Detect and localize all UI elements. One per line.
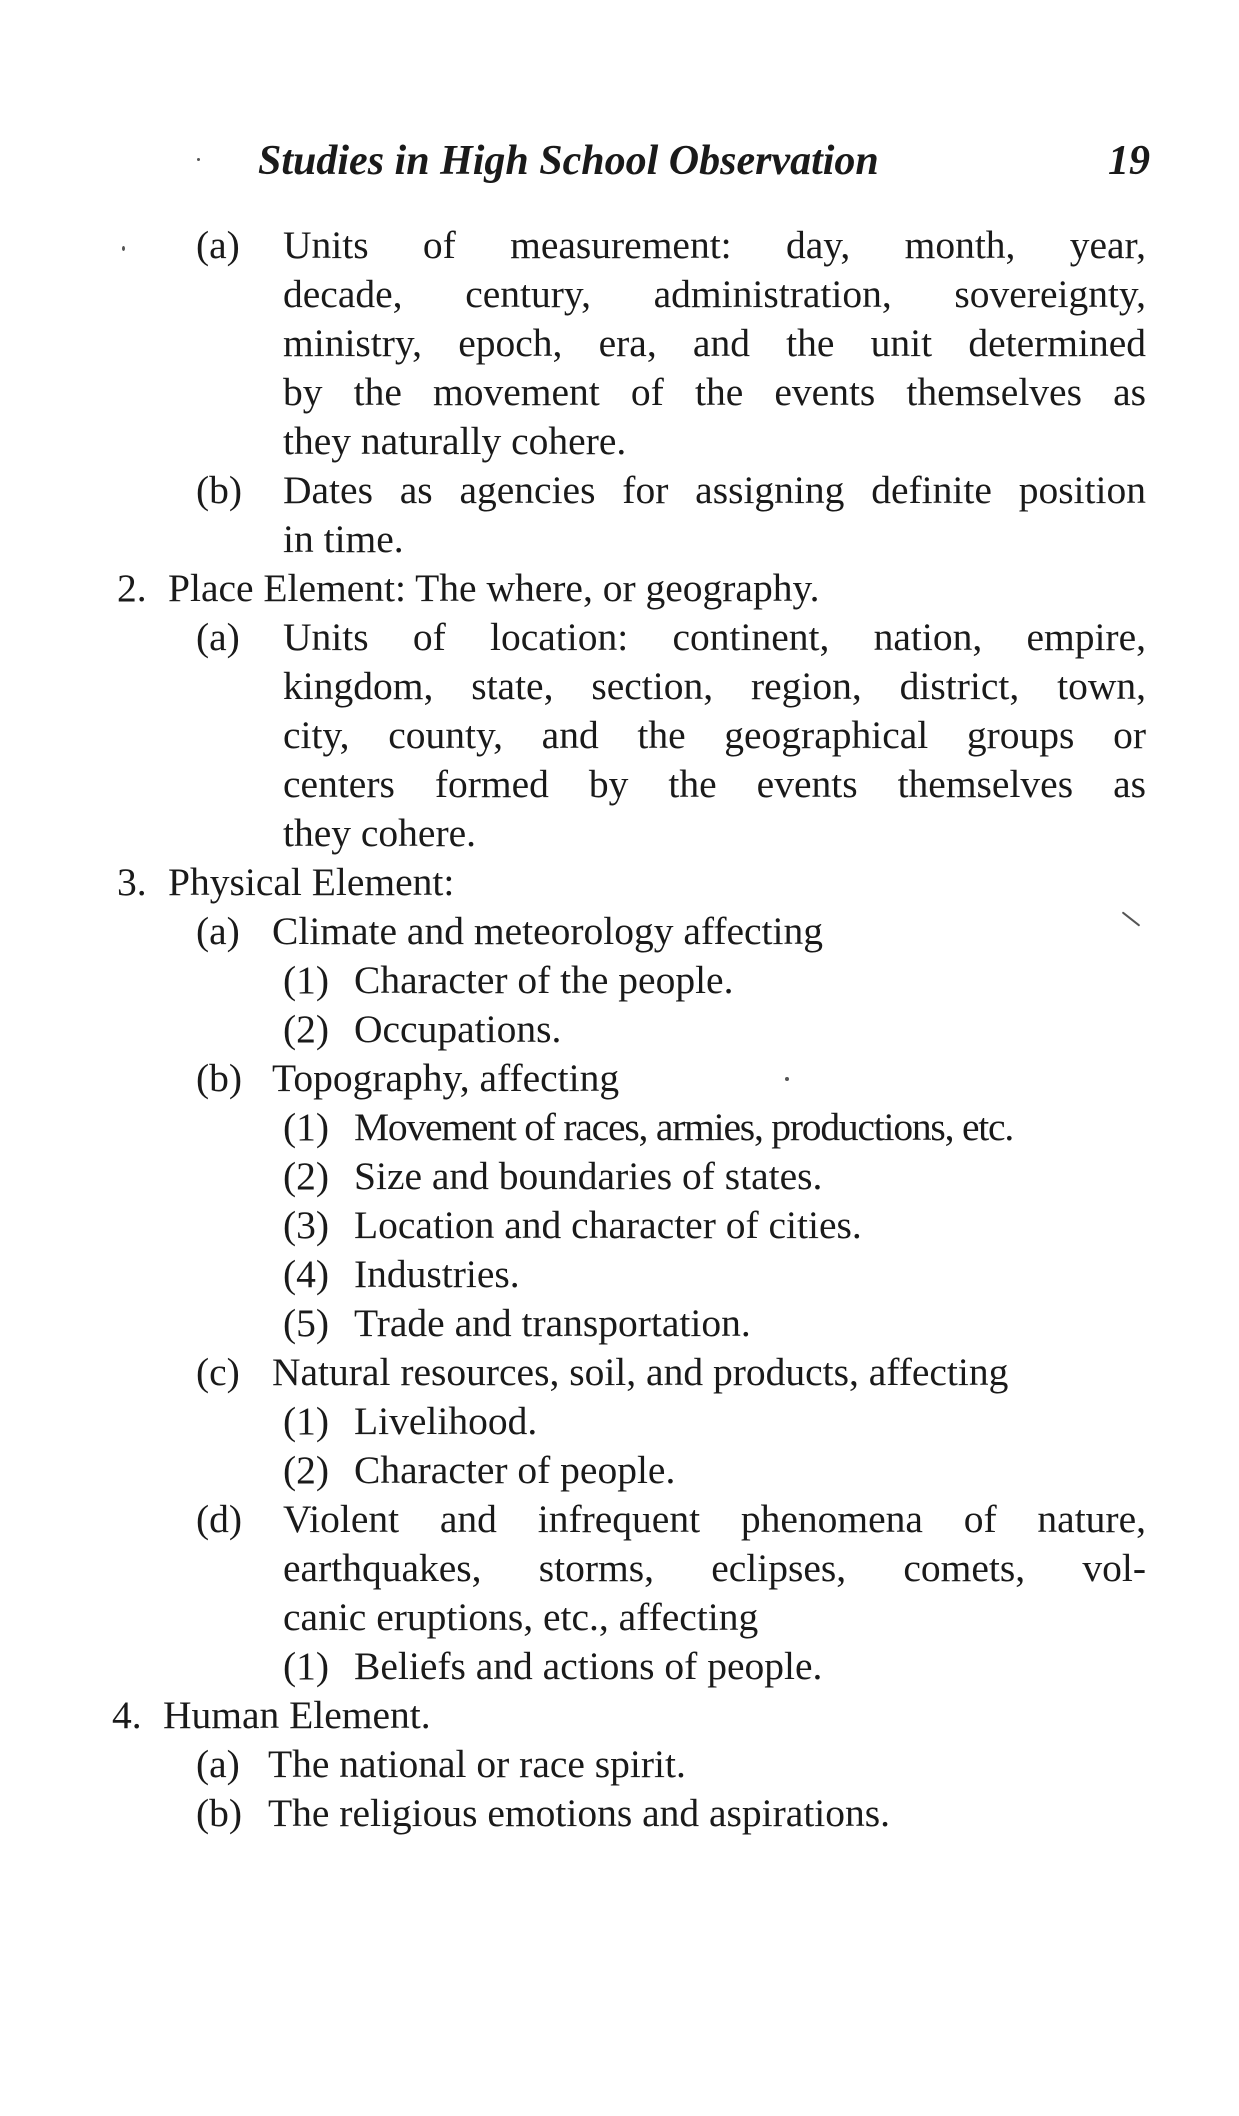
item3-a-text: Climate and meteorology affecting [272,909,823,953]
item3-a-label: (a) [196,909,240,953]
item2-heading: Place Element: The where, or geography. [168,566,820,610]
item3-d-line2: earthquakes, storms, eclipses, comets, vol- [283,1546,1146,1590]
item1-b-line1: (b) Dates as agencies for assigning definite position [283,465,1146,515]
item4-a-label: (a) [196,1742,240,1786]
item3-c-sub2-text: Character of people. [354,1448,676,1492]
print-speck [1122,911,1141,926]
item3-b-text: Topography, affecting [272,1056,620,1100]
item3-d-sub1-num: (1) [283,1644,330,1688]
item1-a-line4: by the movement of the events themselves as [283,370,1146,414]
item2-a-line3: city, county, and the geographical groups or [283,713,1146,757]
running-header [250,136,1150,186]
item2-a-line4: centers formed by the events themselves as [283,762,1146,806]
item1-b-label: (b) [196,468,243,512]
item4-number: 4. [112,1693,142,1737]
item3-heading: Physical Element: [168,860,455,904]
print-speck [197,158,200,161]
item3-b-sub1-text: Movement of races, armies, productions, etc. [354,1105,1014,1149]
item3-c-sub1-text: Livelihood. [354,1399,538,1443]
item3-b-sub4-text: Industries. [354,1252,520,1296]
item1-a-label: (a) [196,223,240,267]
item3-number: 3. [117,860,147,904]
item3-b-sub3-text: Location and character of cities. [354,1203,862,1247]
item3-b-label: (b) [196,1056,243,1100]
item2-number: 2. [117,566,147,610]
item3-d-sub1-text: Beliefs and actions of people. [354,1644,823,1688]
page-number: 19 [1108,138,1150,184]
print-speck [785,1077,789,1081]
item1-a-line1: (a) Units of measurement: day, month, year, [283,220,1146,270]
item3-a-sub2-num: (2) [283,1007,330,1051]
running-title: Studies in High School Observation [258,138,879,184]
item3-b-sub4-num: (4) [283,1252,330,1296]
item3-d-line3: canic eruptions, etc., affecting [283,1595,759,1639]
item4-heading: Human Element. [163,1693,431,1737]
item4-b-text: The religious emotions and aspirations. [268,1791,891,1835]
item1-b-line2: in time. [283,517,404,561]
item2-a-label: (a) [196,615,240,659]
item3-b-sub1-num: (1) [283,1105,330,1149]
print-speck [122,246,125,251]
item3-b-sub2-num: (2) [283,1154,330,1198]
item3-b-sub5-num: (5) [283,1301,330,1345]
item3-b-sub3-num: (3) [283,1203,330,1247]
item1-a-line2: decade, century, administration, sovereignty, [283,272,1146,316]
item3-a-sub1-num: (1) [283,958,330,1002]
item3-c-text: Natural resources, soil, and products, affecting [272,1350,1009,1394]
item2-a-line1: (a) Units of location: continent, nation, empire, [283,612,1146,662]
item1-a-line3: ministry, epoch, era, and the unit determined [283,321,1146,365]
item3-d-line1: (d) Violent and infrequent phenomena of nature, [283,1494,1146,1544]
item2-a-line2: kingdom, state, section, region, district, town, [283,664,1146,708]
item3-c-sub1-num: (1) [283,1399,330,1443]
item1-a-line5: they naturally cohere. [283,419,627,463]
item4-b-label: (b) [196,1791,243,1835]
item3-d-label: (d) [196,1497,243,1541]
item3-b-sub2-text: Size and boundaries of states. [354,1154,823,1198]
item3-a-sub1-text: Character of the people. [354,958,734,1002]
item2-a-line5: they cohere. [283,811,477,855]
item3-c-label: (c) [196,1350,240,1394]
item4-a-text: The national or race spirit. [268,1742,686,1786]
item3-c-sub2-num: (2) [283,1448,330,1492]
item3-b-sub5-text: Trade and transportation. [354,1301,751,1345]
item3-a-sub2-text: Occupations. [354,1007,562,1051]
